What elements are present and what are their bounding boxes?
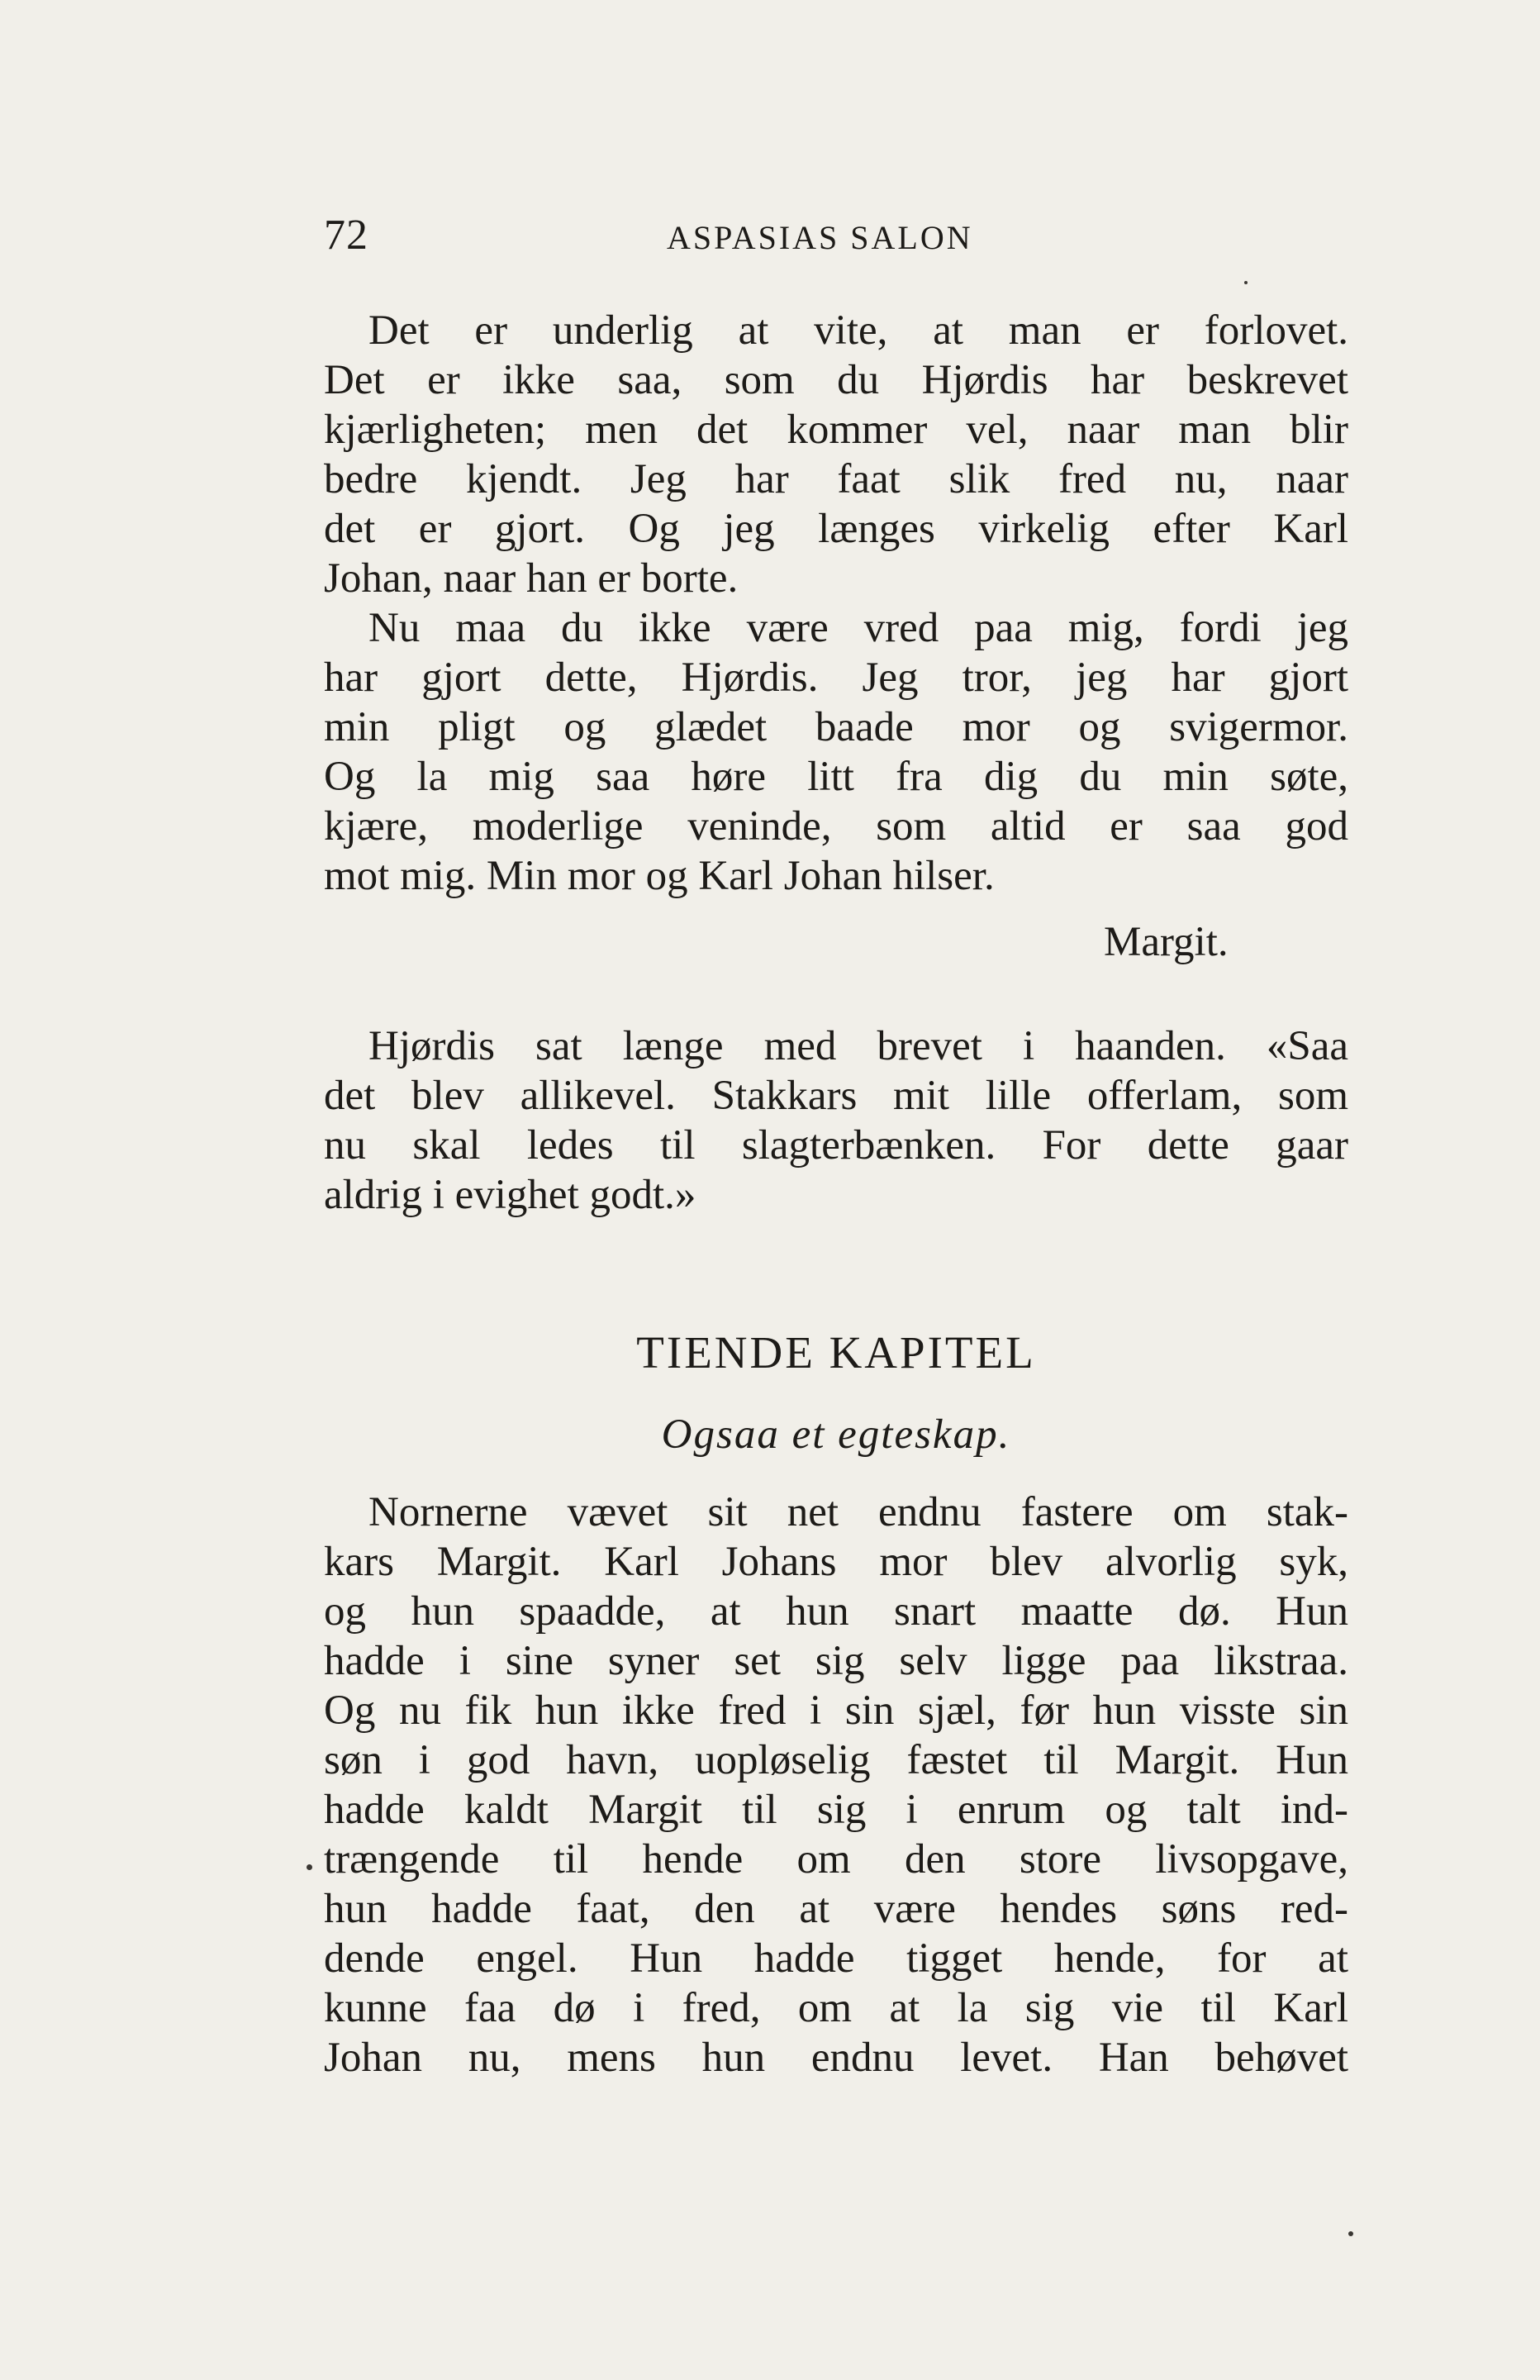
text-line: Og la mig saa høre litt fra dig du min søte, bbox=[324, 754, 1348, 800]
letter-signature: Margit. bbox=[1104, 919, 1229, 965]
text-line: det blev allikevel. Stakkars mit lille offerlam, som bbox=[324, 1073, 1348, 1119]
text-line: kunne faa dø i fred, om at la sig vie til Karl bbox=[324, 1985, 1348, 2031]
text-line: kjærligheten; men det kommer vel, naar man blir bbox=[324, 407, 1348, 453]
text-line: dende engel. Hun hadde tigget hende, for at bbox=[324, 1935, 1348, 1982]
running-title: ASPASIAS SALON bbox=[667, 219, 973, 256]
text-line: bedre kjendt. Jeg har faat slik fred nu, naar bbox=[324, 456, 1348, 502]
text-line: Nornerne vævet sit net endnu fastere om stak- bbox=[368, 1489, 1348, 1535]
text-line: Det er ikke saa, som du Hjørdis har beskrevet bbox=[324, 357, 1348, 403]
text-line: Johan, naar han er borte. bbox=[324, 555, 739, 602]
text-line: Hjørdis sat længe med brevet i haanden. «Saa bbox=[368, 1023, 1348, 1069]
letter-text bbox=[324, 306, 1348, 901]
text-line: kjære, moderlige veninde, som altid er saa god bbox=[324, 803, 1348, 850]
text-line: mot mig. Min mor og Karl Johan hilser. bbox=[324, 853, 995, 899]
closing-paragraph bbox=[324, 1021, 1348, 1220]
text-line: hadde kaldt Margit til sig i enrum og talt ind- bbox=[324, 1787, 1348, 1833]
text-line: kars Margit. Karl Johans mor blev alvorlig syk, bbox=[324, 1539, 1348, 1585]
text-line: søn i god havn, uopløselig fæstet til Margit. Hun bbox=[324, 1737, 1348, 1783]
text-line: Johan nu, mens hun endnu levet. Han behøvet bbox=[324, 2035, 1348, 2081]
page-header bbox=[324, 207, 1348, 264]
text-line: hun hadde faat, den at være hendes søns red- bbox=[324, 1886, 1348, 1932]
text-line: min pligt og glædet baade mor og svigermor. bbox=[324, 704, 1348, 750]
text-line: har gjort dette, Hjørdis. Jeg tror, jeg har gjort bbox=[324, 654, 1348, 701]
text-line: aldrig i evighet godt.» bbox=[324, 1172, 696, 1218]
text-line: det er gjort. Og jeg længes virkelig efter Karl bbox=[324, 506, 1348, 552]
paper-speck bbox=[1244, 281, 1248, 284]
text-line: Det er underlig at vite, at man er forlovet. bbox=[368, 307, 1348, 354]
paper-speck bbox=[1348, 2231, 1353, 2236]
text-line: hadde i sine syner set sig selv ligge paa likstraa. bbox=[324, 1638, 1348, 1684]
chapter-paragraph bbox=[324, 1488, 1348, 2082]
text-line: Og nu fik hun ikke fred i sin sjæl, før hun visste sin bbox=[324, 1687, 1348, 1734]
paper-speck bbox=[307, 1864, 312, 1870]
text-line: trængende til hende om den store livsopgave, bbox=[324, 1836, 1348, 1883]
text-line: nu skal ledes til slagterbænken. For dette gaar bbox=[324, 1122, 1348, 1169]
chapter-title: TIENDE KAPITEL bbox=[636, 1327, 1036, 1378]
text-line: og hun spaadde, at hun snart maatte dø. Hun bbox=[324, 1588, 1348, 1635]
chapter-subtitle: Ogsaa et egteskap. bbox=[661, 1411, 1011, 1458]
text-line: Nu maa du ikke være vred paa mig, fordi jeg bbox=[368, 605, 1348, 651]
page-number: 72 bbox=[324, 212, 368, 259]
